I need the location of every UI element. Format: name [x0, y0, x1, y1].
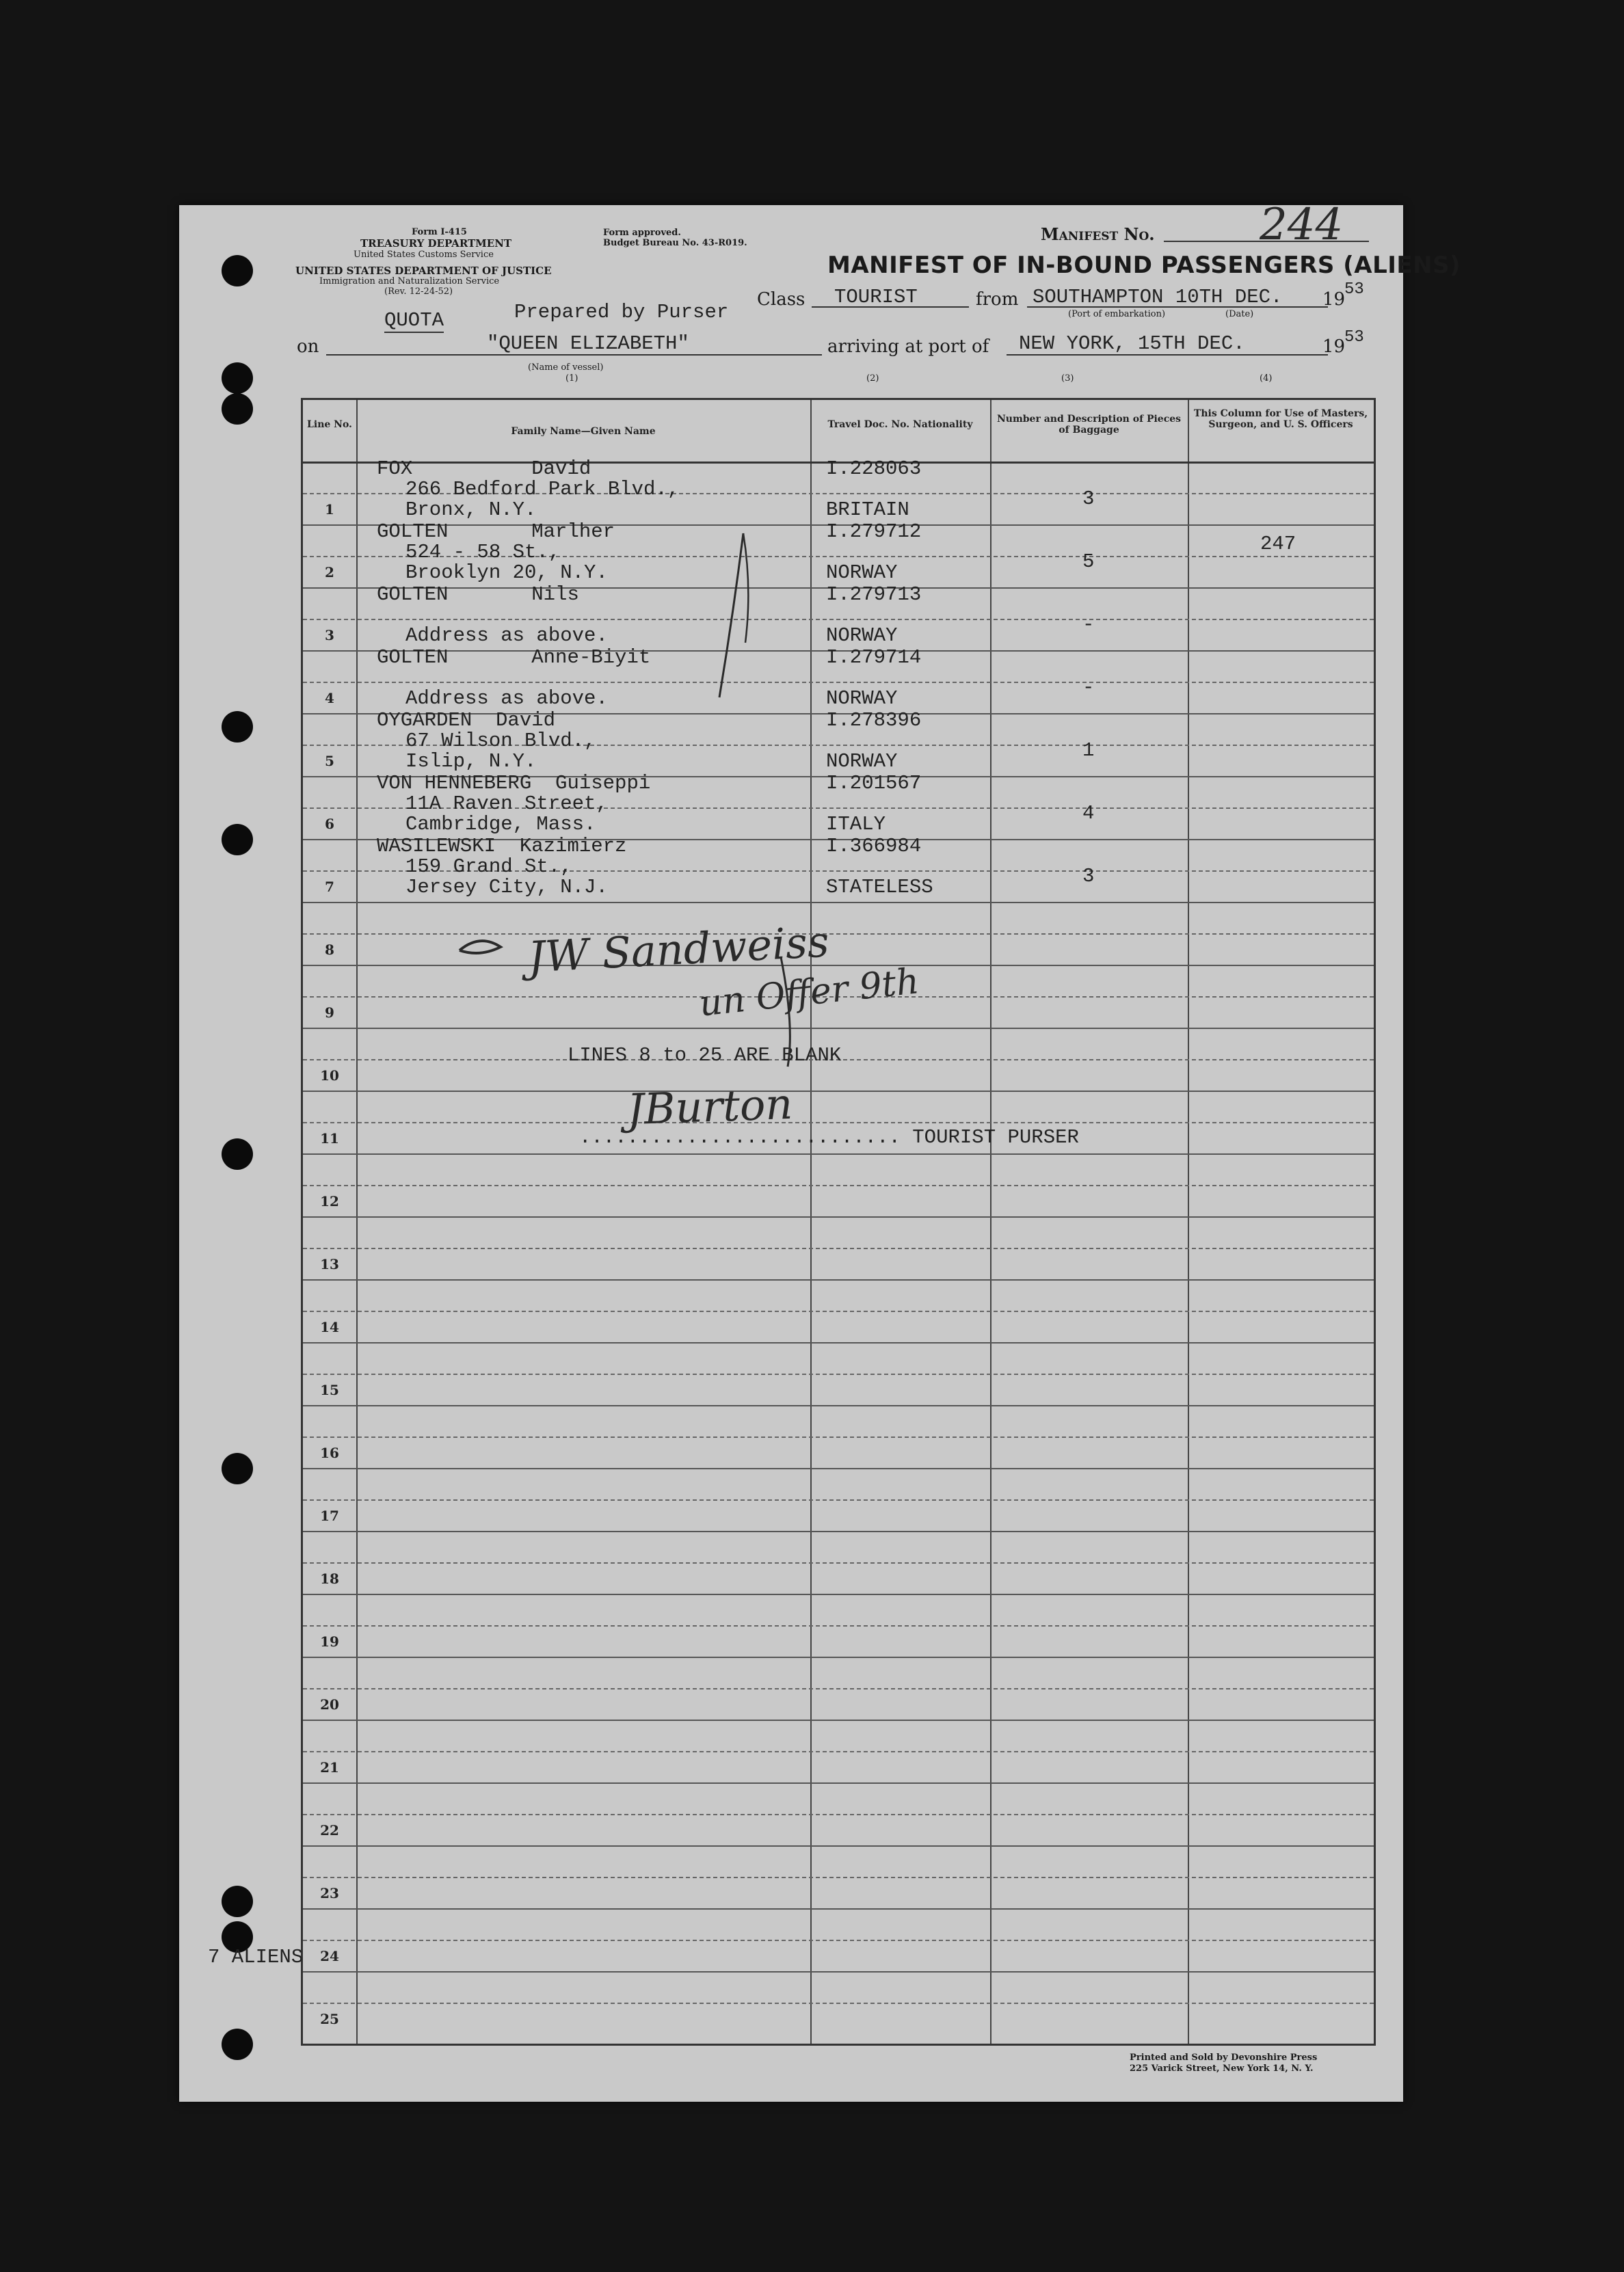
passenger-name: GOLTEN Nils — [377, 583, 579, 606]
row-guide-line — [303, 2003, 1374, 2004]
passenger-name: OYGARDEN David — [377, 709, 556, 732]
line-number: 19 — [320, 1633, 339, 1650]
manifest-page — [179, 200, 1461, 2102]
row-divider — [303, 1279, 1374, 1281]
line-number: 5 — [325, 753, 334, 769]
row-guide-line — [303, 1185, 1374, 1186]
budget-bureau: Budget Bureau No. 43-R019. — [603, 238, 747, 248]
travel-doc-number: I.279714 — [826, 646, 922, 669]
punch-hole — [222, 1886, 253, 1917]
line-number: 3 — [325, 627, 334, 643]
travel-doc-number: I.201567 — [826, 772, 922, 794]
passenger-address-1: 266 Bedford Park Blvd., — [405, 478, 680, 500]
row-divider — [303, 1405, 1374, 1406]
col3-number: (3) — [1061, 373, 1074, 384]
manifest-number: 244 — [1260, 200, 1344, 250]
passenger-address-1: 11A Raven Street, — [405, 792, 608, 815]
row-divider — [303, 1971, 1374, 1973]
row-guide-line — [303, 1562, 1374, 1564]
row-divider — [303, 1216, 1374, 1218]
signature-sandweiss: JW Sandweiss — [527, 916, 831, 983]
header-officers: This Column for Use of Masters, Surgeon, and U. S. Officers — [1193, 408, 1368, 430]
line-number: 13 — [320, 1256, 339, 1272]
row-guide-line — [303, 1814, 1374, 1815]
treasury-department: TREASURY DEPARTMENT — [360, 237, 512, 250]
passenger-address-2: Cambridge, Mass. — [405, 813, 596, 836]
row-divider — [303, 1594, 1374, 1595]
printer-line-1: Printed and Sold by Devonshire Press — [1130, 2053, 1318, 2063]
nationality: STATELESS — [826, 876, 933, 898]
passenger-address-2: Islip, N.Y. — [405, 750, 537, 773]
year-from: 53 — [1344, 280, 1364, 299]
baggage-count: 1 — [1082, 739, 1095, 762]
year-prefix-arrive: 19 — [1322, 336, 1346, 357]
travel-doc-number: I.279713 — [826, 583, 922, 606]
from-label: from — [976, 289, 1019, 310]
officer-note: 247 — [1260, 533, 1296, 555]
port-of-embarkation-caption: (Port of embarkation) — [1068, 309, 1166, 319]
col2-number: (2) — [866, 373, 879, 384]
row-guide-line — [303, 1374, 1374, 1375]
passenger-name: VON HENNEBERG Guiseppi — [377, 772, 651, 794]
nationality: BRITAIN — [826, 498, 909, 521]
prepared-by: Prepared by Purser — [514, 301, 729, 323]
quota-label: QUOTA — [384, 309, 444, 332]
passenger-address-2: Address as above. — [405, 624, 608, 647]
date-caption: (Date) — [1225, 309, 1254, 319]
customs-service: United States Customs Service — [354, 250, 494, 260]
row-divider — [303, 1720, 1374, 1721]
baggage-count: 5 — [1082, 550, 1095, 573]
row-guide-line — [303, 1311, 1374, 1312]
passenger-name: GOLTEN Marlher — [377, 520, 615, 543]
line-number: 21 — [320, 1759, 339, 1776]
header-line-no: Line No. — [307, 419, 352, 430]
passenger-address-2: Bronx, N.Y. — [405, 498, 537, 521]
row-divider — [303, 1531, 1374, 1532]
row-divider — [303, 1657, 1374, 1658]
printer-line-2: 225 Varick Street, New York 14, N. Y. — [1130, 2063, 1314, 2074]
baggage-count: 4 — [1082, 802, 1095, 825]
line-number: 2 — [325, 564, 334, 580]
travel-doc-number: I.366984 — [826, 835, 922, 857]
baggage-count: - — [1082, 613, 1095, 636]
passenger-address-1: 67 Wilson Blvd., — [405, 730, 596, 752]
baggage-count: 3 — [1082, 865, 1095, 887]
line-number: 24 — [320, 1948, 339, 1964]
year-prefix-from: 19 — [1322, 289, 1346, 310]
nationality: NORWAY — [826, 750, 898, 773]
line-number: 20 — [320, 1696, 339, 1713]
revision-label: (Rev. 12-24-52) — [384, 286, 453, 297]
header-baggage: Number and Description of Pieces of Baggage — [996, 414, 1182, 436]
signature-purser: JBurton — [626, 1078, 794, 1135]
nationality: NORWAY — [826, 561, 898, 584]
line-number: 4 — [325, 690, 334, 706]
on-label: on — [297, 336, 319, 357]
row-guide-line — [303, 1877, 1374, 1878]
passenger-address-1: 159 Grand St., — [405, 855, 572, 878]
form-approved: Form approved. — [603, 228, 681, 238]
nationality: NORWAY — [826, 687, 898, 710]
class-value: TOURIST — [834, 286, 918, 308]
line-number: 8 — [325, 941, 334, 958]
row-guide-line — [303, 1940, 1374, 1941]
passenger-address-1: 524 - 58 St., — [405, 541, 561, 563]
manifest-number-label: Manifest No. — [1041, 224, 1155, 244]
passenger-address-2: Brooklyn 20, N.Y. — [405, 561, 608, 584]
department-of-justice: UNITED STATES DEPARTMENT OF JUSTICE — [295, 265, 552, 277]
line-number: 22 — [320, 1822, 339, 1839]
arriving-label: arriving at port of — [827, 336, 989, 357]
row-divider — [303, 1908, 1374, 1910]
row-guide-line — [303, 1625, 1374, 1627]
header-name: Family Name—Given Name — [511, 426, 656, 437]
punch-hole — [222, 1453, 253, 1484]
row-guide-line — [303, 1436, 1374, 1438]
row-guide-line — [303, 1499, 1374, 1501]
signature-officer: un Offer 9th — [697, 961, 921, 1025]
vessel-name: "QUEEN ELIZABETH" — [487, 332, 689, 355]
line-number: 6 — [325, 816, 334, 832]
line-number: 14 — [320, 1319, 339, 1335]
line-number: 7 — [325, 879, 334, 895]
line-number: 15 — [320, 1382, 339, 1398]
row-guide-line — [303, 1751, 1374, 1752]
line-number: 16 — [320, 1445, 339, 1461]
line-number: 18 — [320, 1571, 339, 1587]
passenger-address-2: Jersey City, N.J. — [405, 876, 608, 898]
class-label: Class — [757, 289, 806, 310]
travel-doc-number: I.279712 — [826, 520, 922, 543]
passenger-address-2: Address as above. — [405, 687, 608, 710]
punch-hole — [222, 2029, 253, 2060]
pen-strokes — [179, 205, 1403, 1162]
row-divider — [303, 1468, 1374, 1469]
line-number: 10 — [320, 1067, 339, 1084]
vessel-caption-number: (1) — [565, 373, 578, 384]
line-number: 12 — [320, 1193, 339, 1209]
passenger-name: FOX David — [377, 457, 591, 480]
arriving-value: NEW YORK, 15TH DEC. — [1019, 332, 1245, 355]
row-guide-line — [303, 1248, 1374, 1249]
line-number: 23 — [320, 1885, 339, 1901]
line-number: 25 — [320, 2011, 339, 2027]
manifest-title: MANIFEST OF IN-BOUND PASSENGERS (ALIENS) — [827, 252, 1461, 279]
line-number: 9 — [325, 1004, 334, 1021]
passenger-name: WASILEWSKI Kazimierz — [377, 835, 627, 857]
from-value: SOUTHAMPTON 10TH DEC. — [1033, 286, 1283, 308]
row-divider — [303, 1782, 1374, 1784]
aliens-count: 7 ALIENS — [208, 1946, 304, 1968]
row-guide-line — [303, 1688, 1374, 1689]
ins-label: Immigration and Naturalization Service — [319, 276, 500, 286]
header-travel-doc: Travel Doc. No. Nationality — [827, 419, 973, 430]
year-arrive: 53 — [1344, 328, 1364, 347]
col4-number: (4) — [1260, 373, 1273, 384]
blank-lines-note: LINES 8 to 25 ARE BLANK — [568, 1044, 842, 1067]
nationality: ITALY — [826, 813, 886, 836]
form-number: Form I-415 — [412, 227, 467, 237]
line-number: 17 — [320, 1508, 339, 1524]
nationality: NORWAY — [826, 624, 898, 647]
line-number: 1 — [325, 501, 334, 518]
line-number: 11 — [320, 1130, 339, 1147]
baggage-count: 3 — [1082, 487, 1095, 510]
travel-doc-number: I.278396 — [826, 709, 922, 732]
row-divider — [303, 1845, 1374, 1847]
tourist-purser-line: ........................... TOURIST PURSER — [579, 1126, 1079, 1149]
vessel-caption: (Name of vessel) — [528, 362, 604, 373]
row-divider — [303, 1342, 1374, 1344]
travel-doc-number: I.228063 — [826, 457, 922, 480]
passenger-name: GOLTEN Anne-Biyit — [377, 646, 651, 669]
baggage-count: - — [1082, 676, 1095, 699]
